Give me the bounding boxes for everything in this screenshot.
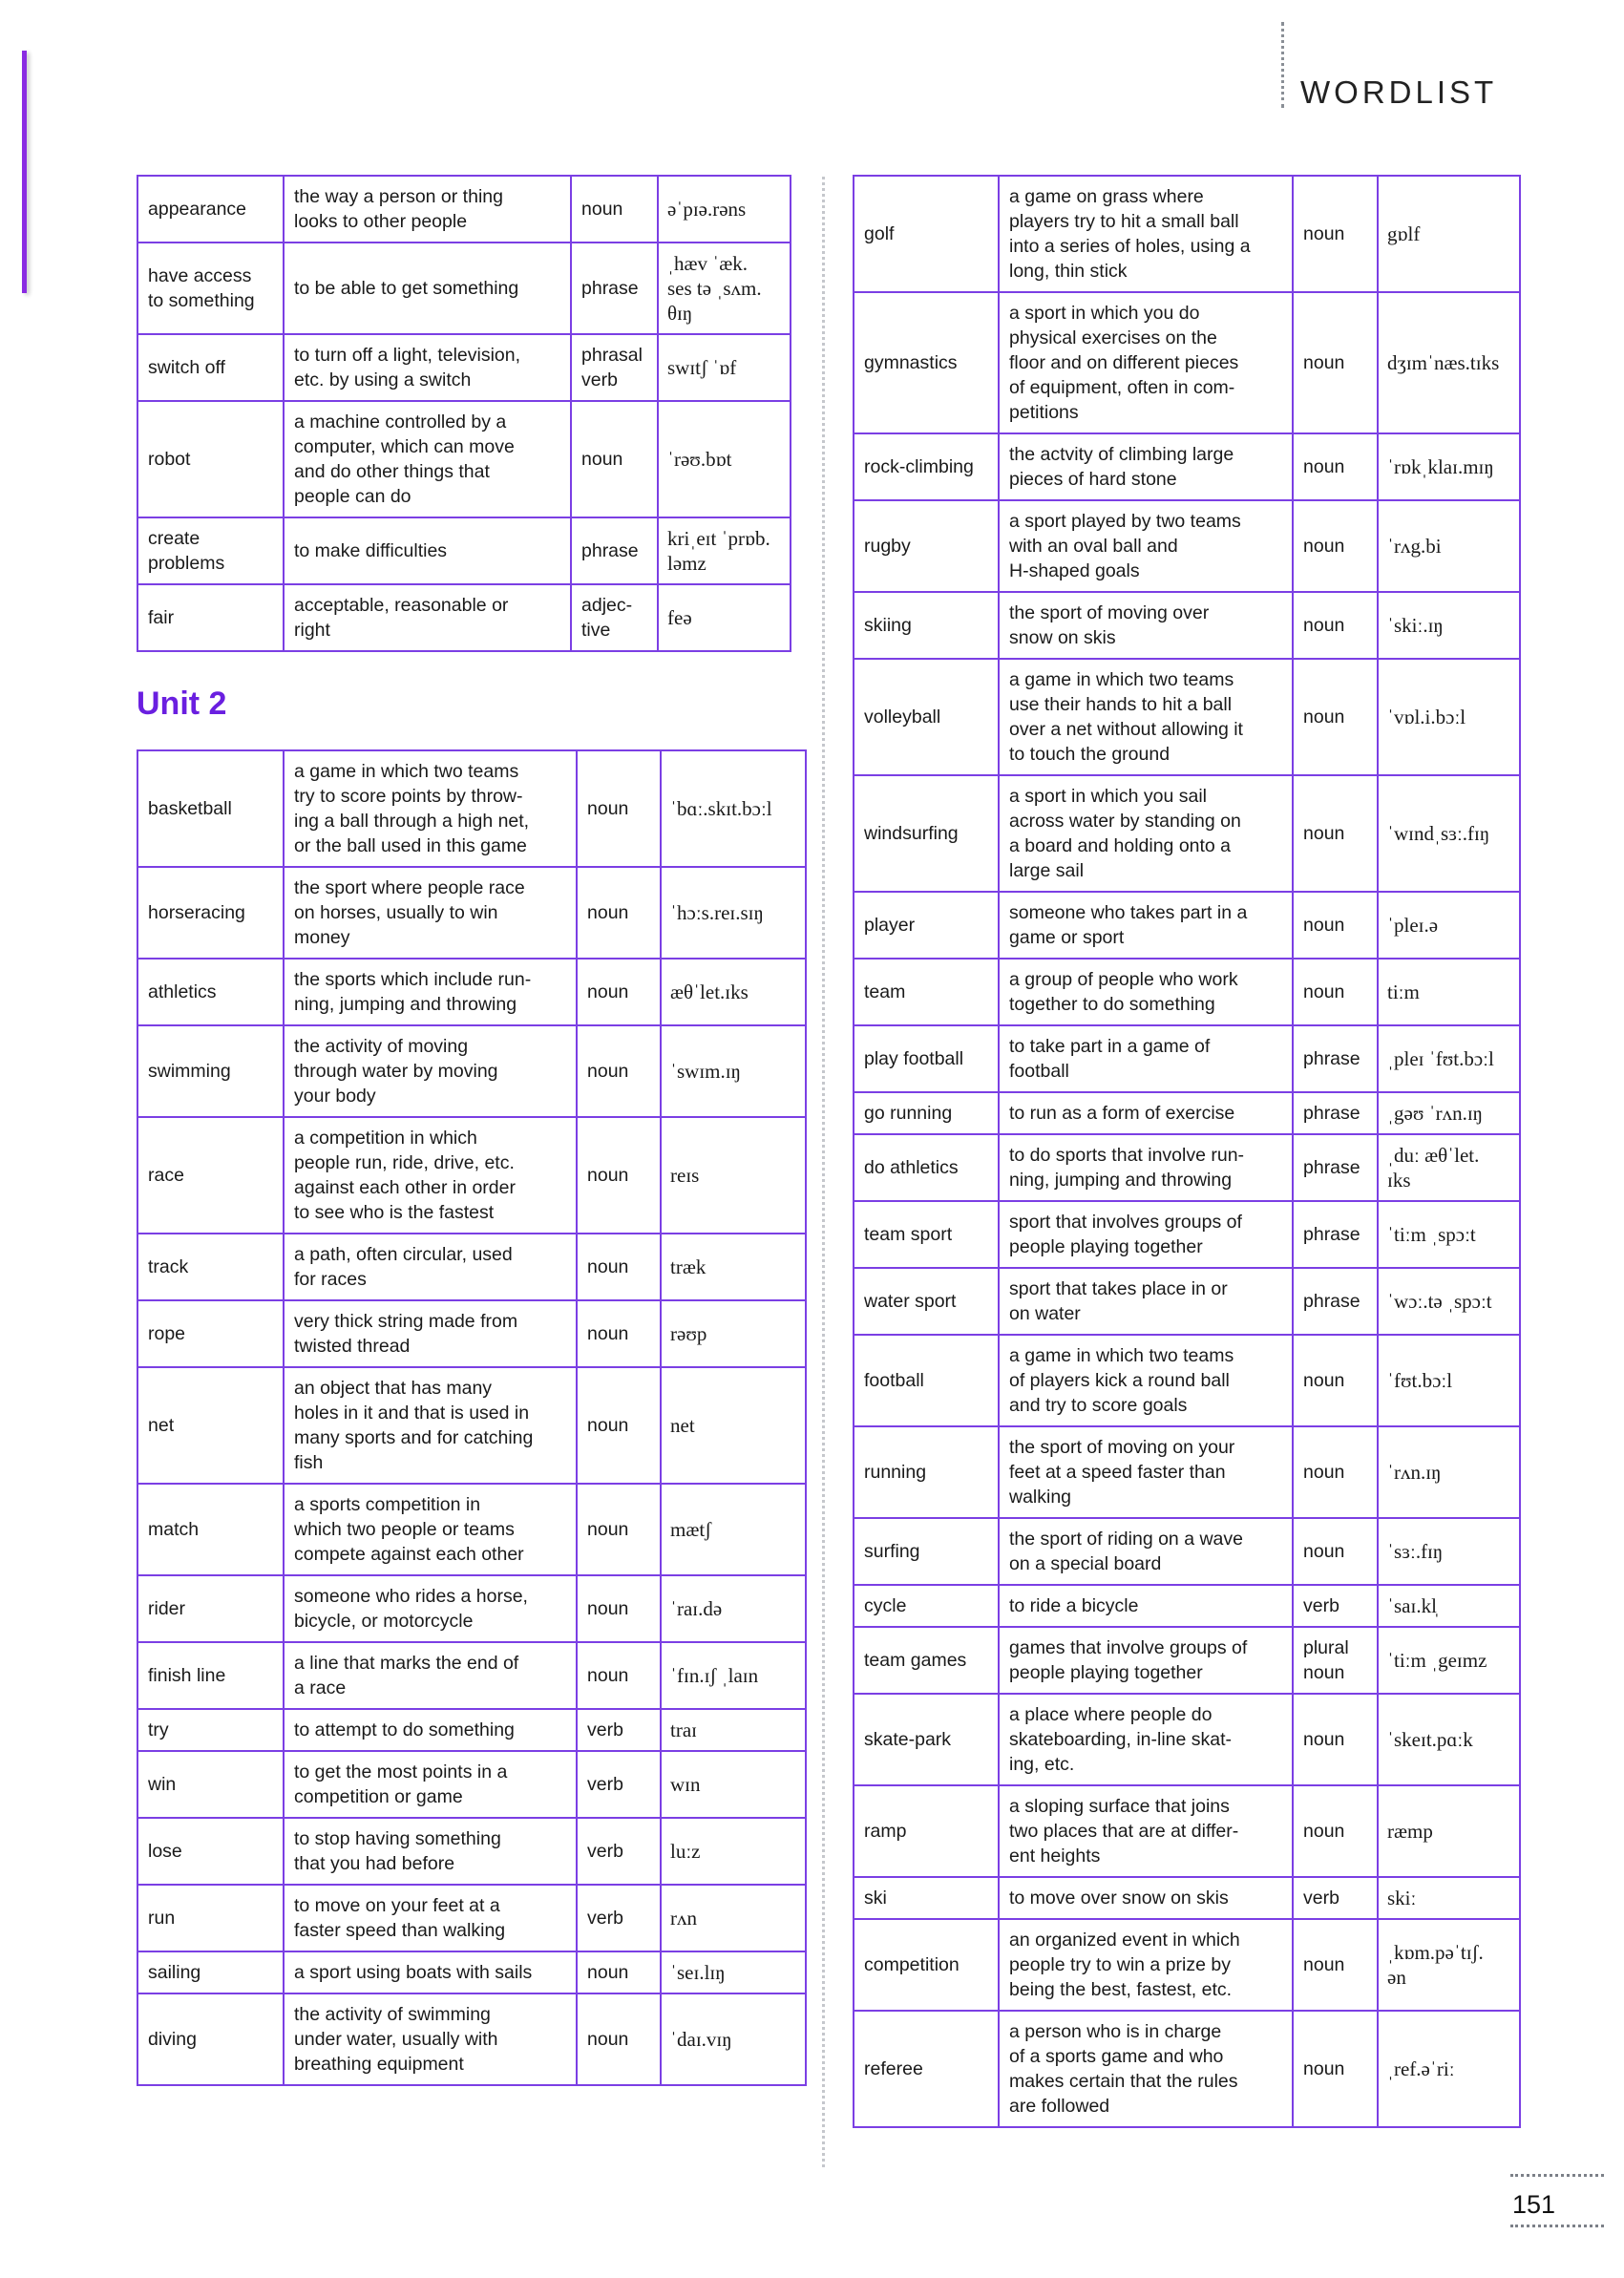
table-row xyxy=(854,1919,1520,2011)
table-row xyxy=(854,500,1520,592)
pronunciation-cell: ˈpleɪ.ə xyxy=(1378,892,1520,959)
word-cell: do athletics xyxy=(854,1134,999,1201)
definition-cell: the sport of moving on your feet at a speed faster than walking xyxy=(999,1426,1293,1518)
part-of-speech-cell: phrase xyxy=(1293,1134,1378,1201)
definition-cell: a sport played by two teams with an oval ball and H-shaped goals xyxy=(999,500,1293,592)
definition-cell: a machine controlled by a computer, which can move and do other things that people can do xyxy=(284,401,571,517)
table-row xyxy=(854,592,1520,659)
pronunciation-cell: ˈraɪ.də xyxy=(661,1575,806,1642)
word-cell: play football xyxy=(854,1025,999,1092)
word-cell: finish line xyxy=(137,1642,284,1709)
part-of-speech-cell: adjec- tive xyxy=(571,584,658,651)
definition-cell: a sport in which you do physical exercises on the floor and on different pieces of equipment, often in com- petitions xyxy=(999,292,1293,433)
table-row xyxy=(854,433,1520,500)
definition-cell: a game in which two teams try to score points by throw- ing a ball through a high net, or the ball used in this game xyxy=(284,750,577,867)
word-cell: skiing xyxy=(854,592,999,659)
word-cell: go running xyxy=(854,1092,999,1134)
part-of-speech-cell: noun xyxy=(1293,892,1378,959)
pronunciation-cell: mætʃ xyxy=(661,1484,806,1575)
header-dotted-divider xyxy=(1281,22,1284,108)
part-of-speech-cell: noun xyxy=(1293,292,1378,433)
part-of-speech-cell: noun xyxy=(1293,659,1378,775)
part-of-speech-cell: verb xyxy=(1293,1877,1378,1919)
part-of-speech-cell: noun xyxy=(577,1575,661,1642)
part-of-speech-cell: noun xyxy=(577,1300,661,1367)
table-row xyxy=(854,892,1520,959)
table-row xyxy=(854,1268,1520,1335)
word-cell: create problems xyxy=(137,517,284,584)
part-of-speech-cell: noun xyxy=(1293,1518,1378,1585)
pronunciation-cell: feə xyxy=(658,584,791,651)
pronunciation-cell: ˈswɪm.ɪŋ xyxy=(661,1025,806,1117)
word-cell: gymnastics xyxy=(854,292,999,433)
pronunciation-cell: wɪn xyxy=(661,1751,806,1818)
definition-cell: to move over snow on skis xyxy=(999,1877,1293,1919)
table-row xyxy=(137,1709,806,1751)
pronunciation-cell: træk xyxy=(661,1234,806,1300)
pronunciation-cell: ˈtiːm ˌspɔːt xyxy=(1378,1201,1520,1268)
word-cell: player xyxy=(854,892,999,959)
part-of-speech-cell: noun xyxy=(1293,1785,1378,1877)
pronunciation-cell: ˈskeɪt.pɑːk xyxy=(1378,1694,1520,1785)
table-row xyxy=(137,1885,806,1951)
word-cell: basketball xyxy=(137,750,284,867)
pronunciation-cell: ˈhɔːs.reɪ.sɪŋ xyxy=(661,867,806,959)
page-number-rule-bottom xyxy=(1510,2225,1604,2227)
part-of-speech-cell: noun xyxy=(1293,592,1378,659)
word-cell: ramp xyxy=(854,1785,999,1877)
pronunciation-cell: ˈskiː.ɪŋ xyxy=(1378,592,1520,659)
pronunciation-cell: skiː xyxy=(1378,1877,1520,1919)
definition-cell: to turn off a light, television, etc. by using a switch xyxy=(284,334,571,401)
table-row xyxy=(137,1300,806,1367)
word-cell: surfing xyxy=(854,1518,999,1585)
part-of-speech-cell: phrase xyxy=(571,243,658,334)
table-row xyxy=(137,401,791,517)
part-of-speech-cell: noun xyxy=(1293,1694,1378,1785)
pronunciation-cell: ˈseɪ.lɪŋ xyxy=(661,1951,806,1993)
table-row xyxy=(137,176,791,243)
definition-cell: a person who is in charge of a sports game and who makes certain that the rules are followed xyxy=(999,2011,1293,2127)
part-of-speech-cell: noun xyxy=(577,1025,661,1117)
definition-cell: to take part in a game of football xyxy=(999,1025,1293,1092)
word-cell: athletics xyxy=(137,959,284,1025)
word-cell: team games xyxy=(854,1627,999,1694)
word-cell: volleyball xyxy=(854,659,999,775)
table-row xyxy=(137,1025,806,1117)
definition-cell: a competition in which people run, ride, drive, etc. against each other in order to see who is the fastest xyxy=(284,1117,577,1234)
part-of-speech-cell: verb xyxy=(577,1751,661,1818)
word-cell: rider xyxy=(137,1575,284,1642)
pronunciation-cell: luːz xyxy=(661,1818,806,1885)
word-cell: fair xyxy=(137,584,284,651)
definition-cell: to ride a bicycle xyxy=(999,1585,1293,1627)
definition-cell: the way a person or thing looks to other people xyxy=(284,176,571,243)
definition-cell: to be able to get something xyxy=(284,243,571,334)
definition-cell: a line that marks the end of a race xyxy=(284,1642,577,1709)
definition-cell: someone who rides a horse, bicycle, or motorcycle xyxy=(284,1575,577,1642)
part-of-speech-cell: verb xyxy=(577,1818,661,1885)
table-row xyxy=(854,1335,1520,1426)
word-cell: track xyxy=(137,1234,284,1300)
pronunciation-cell: ˈsaɪ.kl̩ xyxy=(1378,1585,1520,1627)
word-cell: water sport xyxy=(854,1268,999,1335)
column-divider xyxy=(822,177,825,2167)
part-of-speech-cell: noun xyxy=(1293,433,1378,500)
word-cell: rugby xyxy=(854,500,999,592)
definition-cell: a sport in which you sail across water by standing on a board and holding onto a large sail xyxy=(999,775,1293,892)
word-cell: skate-park xyxy=(854,1694,999,1785)
word-cell: lose xyxy=(137,1818,284,1885)
definition-cell: to do sports that involve run- ning, jumping and throwing xyxy=(999,1134,1293,1201)
part-of-speech-cell: noun xyxy=(577,1367,661,1484)
part-of-speech-cell: noun xyxy=(1293,1426,1378,1518)
word-cell: race xyxy=(137,1117,284,1234)
word-cell: diving xyxy=(137,1993,284,2085)
pronunciation-cell: ˌref.əˈriː xyxy=(1378,2011,1520,2127)
definition-cell: games that involve groups of people playing together xyxy=(999,1627,1293,1694)
definition-cell: sport that involves groups of people playing together xyxy=(999,1201,1293,1268)
definition-cell: the sport of riding on a wave on a special board xyxy=(999,1518,1293,1585)
definition-cell: a sloping surface that joins two places that are at differ- ent heights xyxy=(999,1785,1293,1877)
word-cell: swimming xyxy=(137,1025,284,1117)
table-row xyxy=(137,1484,806,1575)
table-row xyxy=(854,959,1520,1025)
definition-cell: the activity of swimming under water, usually with breathing equipment xyxy=(284,1993,577,2085)
definition-cell: to move on your feet at a faster speed than walking xyxy=(284,1885,577,1951)
part-of-speech-cell: noun xyxy=(1293,959,1378,1025)
table-row xyxy=(854,659,1520,775)
pronunciation-cell: ˈbɑː.skɪt.bɔːl xyxy=(661,750,806,867)
word-cell: golf xyxy=(854,176,999,292)
part-of-speech-cell: verb xyxy=(1293,1585,1378,1627)
table-row xyxy=(137,1117,806,1234)
part-of-speech-cell: noun xyxy=(577,959,661,1025)
part-of-speech-cell: noun xyxy=(571,401,658,517)
wordlist-table-top xyxy=(137,175,791,652)
pronunciation-cell: ˈrɒkˌklaɪ.mɪŋ xyxy=(1378,433,1520,500)
pronunciation-cell: ˈsɜː.fɪŋ xyxy=(1378,1518,1520,1585)
pronunciation-cell: ˈrʌg.bi xyxy=(1378,500,1520,592)
wordlist-table-right xyxy=(853,175,1521,2128)
word-cell: appearance xyxy=(137,176,284,243)
definition-cell: the sport where people race on horses, usually to win money xyxy=(284,867,577,959)
word-cell: windsurfing xyxy=(854,775,999,892)
part-of-speech-cell: noun xyxy=(577,1117,661,1234)
word-cell: cycle xyxy=(854,1585,999,1627)
definition-cell: the sports which include run- ning, jumping and throwing xyxy=(284,959,577,1025)
pronunciation-cell: ˌgəʊ ˈrʌn.ɪŋ xyxy=(1378,1092,1520,1134)
word-cell: referee xyxy=(854,2011,999,2127)
pronunciation-cell: ˈwɔː.tə ˌspɔːt xyxy=(1378,1268,1520,1335)
definition-cell: a path, often circular, used for races xyxy=(284,1234,577,1300)
pronunciation-cell: ˈwɪndˌsɜː.fɪŋ xyxy=(1378,775,1520,892)
part-of-speech-cell: noun xyxy=(1293,775,1378,892)
pronunciation-cell: ˈfɪn.ɪʃ ˌlaɪn xyxy=(661,1642,806,1709)
table-row xyxy=(854,1627,1520,1694)
definition-cell: a game on grass where players try to hit a small ball into a series of holes, using a long, thin stick xyxy=(999,176,1293,292)
word-cell: switch off xyxy=(137,334,284,401)
pronunciation-cell: traɪ xyxy=(661,1709,806,1751)
pronunciation-cell: rəʊp xyxy=(661,1300,806,1367)
pronunciation-cell: gɒlf xyxy=(1378,176,1520,292)
definition-cell: the actvity of climbing large pieces of hard stone xyxy=(999,433,1293,500)
table-row xyxy=(854,1694,1520,1785)
part-of-speech-cell: phrase xyxy=(1293,1201,1378,1268)
table-row xyxy=(854,1877,1520,1919)
word-cell: try xyxy=(137,1709,284,1751)
definition-cell: to make difficulties xyxy=(284,517,571,584)
part-of-speech-cell: phrase xyxy=(1293,1025,1378,1092)
table-row xyxy=(137,1234,806,1300)
definition-cell: a sports competition in which two people or teams compete against each other xyxy=(284,1484,577,1575)
part-of-speech-cell: verb xyxy=(577,1885,661,1951)
part-of-speech-cell: verb xyxy=(577,1709,661,1751)
pronunciation-cell: ˌkɒm.pəˈtɪʃ. ən xyxy=(1378,1919,1520,2011)
part-of-speech-cell: noun xyxy=(577,1951,661,1993)
table-row xyxy=(137,1642,806,1709)
part-of-speech-cell: noun xyxy=(577,1484,661,1575)
part-of-speech-cell: phrasal verb xyxy=(571,334,658,401)
pronunciation-cell: ˈtiːm ˌgeɪmz xyxy=(1378,1627,1520,1694)
pronunciation-cell: ˈrʌn.ɪŋ xyxy=(1378,1426,1520,1518)
part-of-speech-cell: noun xyxy=(1293,2011,1378,2127)
pronunciation-cell: ræmp xyxy=(1378,1785,1520,1877)
word-cell: sailing xyxy=(137,1951,284,1993)
table-row xyxy=(137,1575,806,1642)
word-cell: football xyxy=(854,1335,999,1426)
pronunciation-cell: ˌduː æθˈlet. ɪks xyxy=(1378,1134,1520,1201)
definition-cell: to get the most points in a competition or game xyxy=(284,1751,577,1818)
word-cell: robot xyxy=(137,401,284,517)
table-row xyxy=(854,1134,1520,1201)
page-section-title: WORDLIST xyxy=(1300,74,1498,110)
table-row xyxy=(137,1367,806,1484)
definition-cell: an object that has many holes in it and that is used in many sports and for catching fish xyxy=(284,1367,577,1484)
definition-cell: very thick string made from twisted thread xyxy=(284,1300,577,1367)
definition-cell: a place where people do skateboarding, in-line skat- ing, etc. xyxy=(999,1694,1293,1785)
part-of-speech-cell: noun xyxy=(1293,1919,1378,2011)
definition-cell: the activity of moving through water by moving your body xyxy=(284,1025,577,1117)
pronunciation-cell: ˌhæv ˈæk. ses tə ˌsʌm. θɪŋ xyxy=(658,243,791,334)
definition-cell: to attempt to do something xyxy=(284,1709,577,1751)
definition-cell: a game in which two teams of players kick a round ball and try to score goals xyxy=(999,1335,1293,1426)
word-cell: match xyxy=(137,1484,284,1575)
word-cell: have access to something xyxy=(137,243,284,334)
pronunciation-cell: ˈfʊt.bɔːl xyxy=(1378,1335,1520,1426)
part-of-speech-cell: noun xyxy=(577,1993,661,2085)
pronunciation-cell: tiːm xyxy=(1378,959,1520,1025)
page-number: 151 xyxy=(1512,2190,1556,2219)
table-row xyxy=(854,176,1520,292)
part-of-speech-cell: phrase xyxy=(1293,1092,1378,1134)
table-row xyxy=(137,584,791,651)
page-number-rule-top xyxy=(1510,2174,1604,2177)
table-row xyxy=(854,1426,1520,1518)
table-row xyxy=(854,775,1520,892)
table-row xyxy=(137,1818,806,1885)
part-of-speech-cell: noun xyxy=(577,750,661,867)
definition-cell: an organized event in which people try to win a prize by being the best, fastest, etc. xyxy=(999,1919,1293,2011)
definition-cell: acceptable, reasonable or right xyxy=(284,584,571,651)
pronunciation-cell: dʒɪmˈnæs.tɪks xyxy=(1378,292,1520,433)
table-row xyxy=(137,1751,806,1818)
part-of-speech-cell: plural noun xyxy=(1293,1627,1378,1694)
table-row xyxy=(854,1025,1520,1092)
pronunciation-cell: əˈpɪə.rəns xyxy=(658,176,791,243)
definition-cell: the sport of moving over snow on skis xyxy=(999,592,1293,659)
definition-cell: someone who takes part in a game or sport xyxy=(999,892,1293,959)
pronunciation-cell: ˈdaɪ.vɪŋ xyxy=(661,1993,806,2085)
table-row xyxy=(137,959,806,1025)
definition-cell: sport that takes place in or on water xyxy=(999,1268,1293,1335)
word-cell: team xyxy=(854,959,999,1025)
word-cell: team sport xyxy=(854,1201,999,1268)
table-row xyxy=(137,1951,806,1993)
pronunciation-cell: æθˈlet.ɪks xyxy=(661,959,806,1025)
definition-cell: to stop having something that you had before xyxy=(284,1818,577,1885)
pronunciation-cell: kriˌeɪt ˈprɒb. ləmz xyxy=(658,517,791,584)
table-row xyxy=(137,517,791,584)
word-cell: rock-climbing xyxy=(854,433,999,500)
table-row xyxy=(137,1993,806,2085)
pronunciation-cell: rʌn xyxy=(661,1885,806,1951)
table-row xyxy=(137,750,806,867)
table-row xyxy=(854,1201,1520,1268)
word-cell: horseracing xyxy=(137,867,284,959)
table-row xyxy=(137,867,806,959)
table-row xyxy=(854,1518,1520,1585)
table-row xyxy=(854,1585,1520,1627)
part-of-speech-cell: noun xyxy=(577,1642,661,1709)
definition-cell: a game in which two teams use their hands to hit a ball over a net without allowing it to touch the ground xyxy=(999,659,1293,775)
table-row xyxy=(137,334,791,401)
word-cell: running xyxy=(854,1426,999,1518)
table-row xyxy=(854,1092,1520,1134)
pronunciation-cell: ˌpleɪ ˈfʊt.bɔːl xyxy=(1378,1025,1520,1092)
word-cell: run xyxy=(137,1885,284,1951)
part-of-speech-cell: phrase xyxy=(1293,1268,1378,1335)
pronunciation-cell: ˈvɒl.i.bɔːl xyxy=(1378,659,1520,775)
definition-cell: to run as a form of exercise xyxy=(999,1092,1293,1134)
part-of-speech-cell: noun xyxy=(577,1234,661,1300)
part-of-speech-cell: noun xyxy=(1293,500,1378,592)
word-cell: ski xyxy=(854,1877,999,1919)
side-accent-bar xyxy=(22,51,27,293)
word-cell: win xyxy=(137,1751,284,1818)
table-row xyxy=(854,2011,1520,2127)
definition-cell: a group of people who work together to do something xyxy=(999,959,1293,1025)
part-of-speech-cell: noun xyxy=(577,867,661,959)
table-row xyxy=(854,292,1520,433)
pronunciation-cell: swɪtʃ ˈɒf xyxy=(658,334,791,401)
part-of-speech-cell: noun xyxy=(571,176,658,243)
part-of-speech-cell: noun xyxy=(1293,1335,1378,1426)
word-cell: competition xyxy=(854,1919,999,2011)
word-cell: net xyxy=(137,1367,284,1484)
pronunciation-cell: net xyxy=(661,1367,806,1484)
wordlist-table-unit2 xyxy=(137,749,807,2086)
pronunciation-cell: ˈrəʊ.bɒt xyxy=(658,401,791,517)
pronunciation-cell: reɪs xyxy=(661,1117,806,1234)
unit-heading: Unit 2 xyxy=(137,686,227,722)
table-row xyxy=(854,1785,1520,1877)
table-row xyxy=(137,243,791,334)
part-of-speech-cell: noun xyxy=(1293,176,1378,292)
word-cell: rope xyxy=(137,1300,284,1367)
part-of-speech-cell: phrase xyxy=(571,517,658,584)
definition-cell: a sport using boats with sails xyxy=(284,1951,577,1993)
